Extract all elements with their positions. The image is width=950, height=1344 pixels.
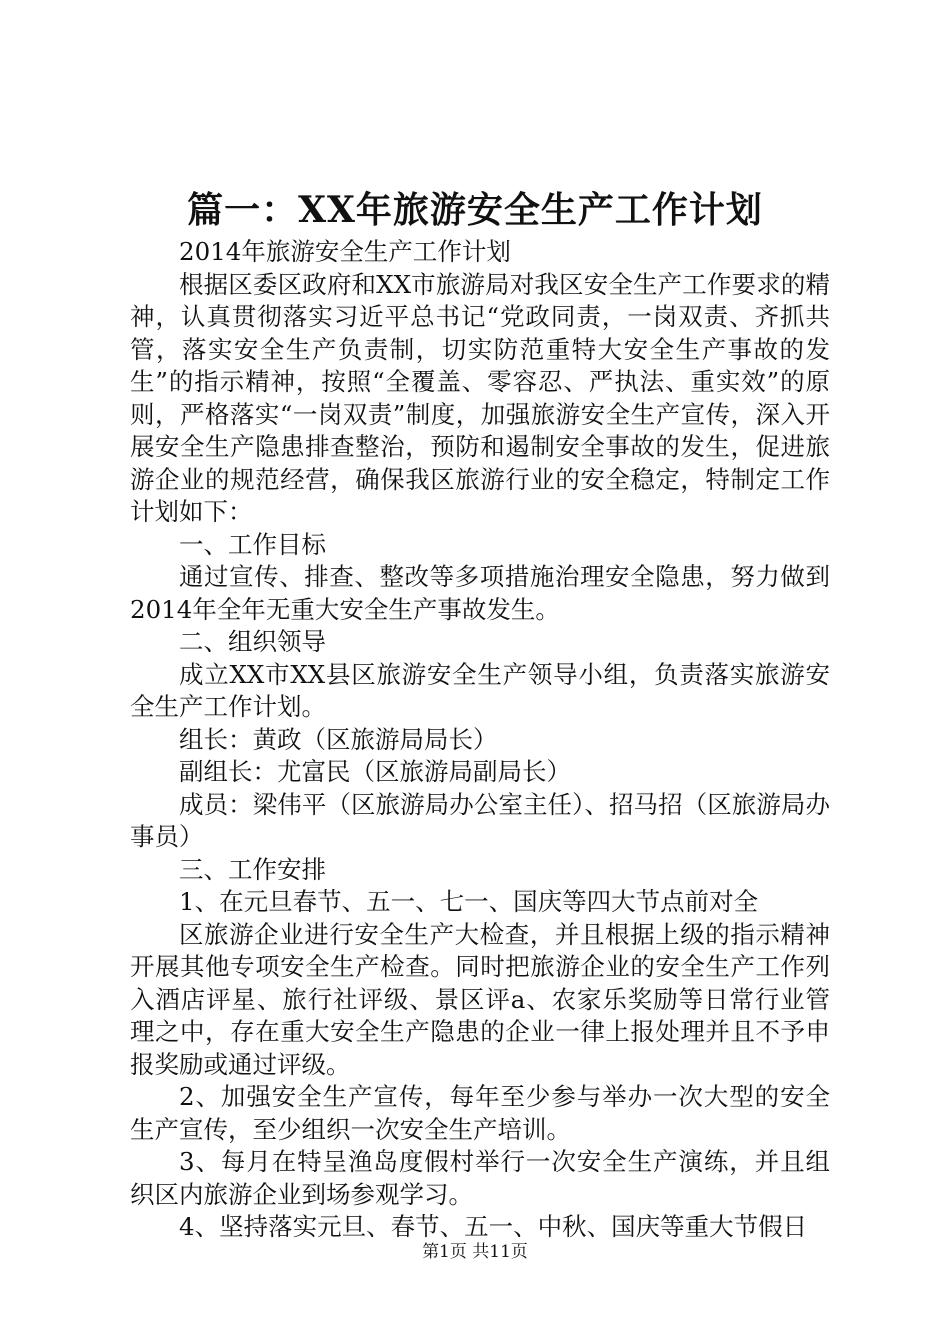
document-title: 篇一：XX年旅游安全生产工作计划 [187,189,763,231]
paragraph-members: 成员：梁伟平（区旅游局办公室主任）、招马招（区旅游局办事员） [130,789,830,851]
paragraph-work-goal: 通过宣传、排查、整改等多项措施治理安全隐患，努力做到2014年全年无重大安全生产事故发生。 [130,562,830,624]
paragraph-item-1: 1、在元旦春节、五一、七一、国庆等四大节点前对全 [179,887,759,916]
heading-organization: 二、组织领导 [179,627,326,656]
paragraph-item-3: 3、每月在特呈渔岛度假村举行一次安全生产演练，并且组织区内旅游企业到场参观学习。 [130,1147,830,1209]
paragraph-item-1-continued: 区旅游企业进行安全生产大检查，并且根据上级的指示精神开展其他专项安全生产检查。同时把旅游企业的安全生产工作列入酒店评星、旅行社评级、景区评a、农家乐奖励等日常行业管理之中，存在重大安全生产隐患的企业一律上报处理并且不予申报奖励或通过评级。 [130,919,830,1079]
paragraph-leader: 组长：黄政（区旅游局局长） [179,724,498,754]
paragraph-deputy-leader: 副组长：尤富民（区旅游局副局长） [179,757,571,786]
page-number-footer: 第1页 共11页 [422,1242,528,1262]
heading-work-arrangement: 三、工作安排 [179,854,326,884]
paragraph-intro: 根据区委区政府和XX市旅游局对我区安全生产工作要求的精神，认真贯彻落实习近平总书记“党政同责，一岗双责、齐抓共管，落实安全生产负责制，切实防范重特大安全生产事故的发生”的指示精神，按照“全覆盖、零容忍、严执法、重实效”的原则，严格落实“一岗双责”制度，加强旅游安全生产宣传，深入开展安全生产隐患排查整治，预防和遏制安全事故的发生，促进旅游企业的规范经营，确保我区旅游行业的安全稳定，特制定工作计划如下： [130,269,830,526]
paragraph-item-2: 2、加强安全生产宣传，每年至少参与举办一次大型的安全生产宣传，至少组织一次安全生产培训。 [130,1082,830,1144]
paragraph-item-4: 4、坚持落实元旦、春节、五一、中秋、国庆等重大节假日 [179,1212,808,1241]
paragraph-organization: 成立XX市XX县区旅游安全生产领导小组，负责落实旅游安全生产工作计划。 [130,659,830,721]
heading-work-goal: 一、工作目标 [179,529,326,559]
document-body [130,236,830,1244]
paragraph-plan-name: 2014年旅游安全生产工作计划 [179,237,511,266]
